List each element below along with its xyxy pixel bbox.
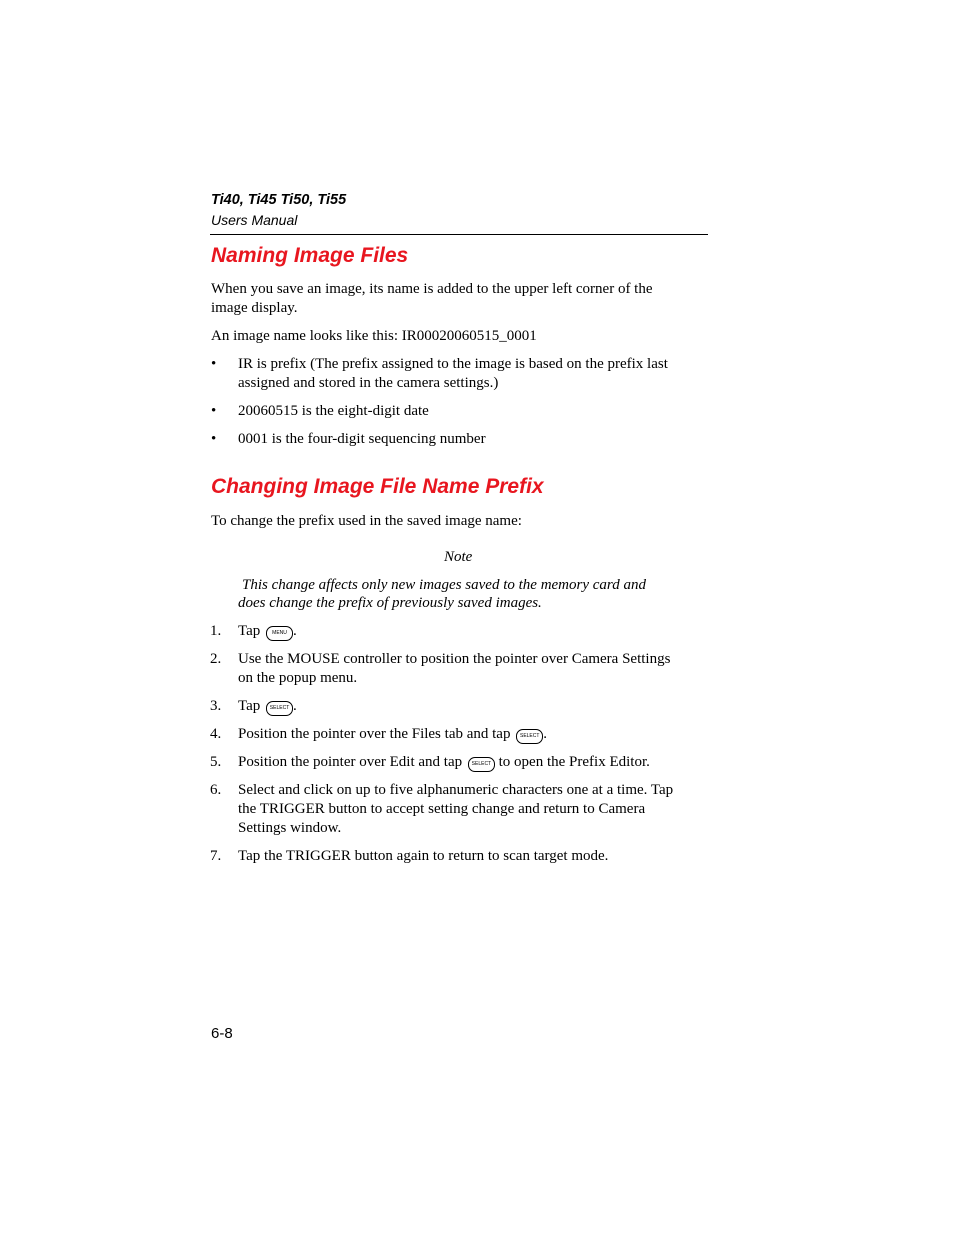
step-text (238, 697, 297, 716)
paragraph-line: When you save an image, its name is added to the upper left corner of the (211, 281, 653, 297)
step-text-part: to open the Prefix Editor. (498, 754, 650, 770)
step-text-part: . (293, 698, 297, 714)
bullet-text: IR is prefix (The prefix assigned to the image is based on the prefix last (238, 356, 668, 372)
step-text-part: . (543, 726, 547, 742)
bullet-symbol: • (211, 403, 217, 419)
step-text: on the popup menu. (238, 670, 358, 686)
step-text-part: Position the pointer over the Files tab and tap (238, 726, 511, 742)
bullet-text: 20060515 is the eight-digit date (238, 403, 429, 419)
select-button-icon: SELECT (468, 757, 495, 772)
note-text: This change affects only new images saved to the memory card and (242, 577, 646, 593)
step-text: Use the MOUSE controller to position the pointer over Camera Settings (238, 651, 671, 667)
select-button-icon: SELECT (516, 729, 543, 744)
section-title-changing-prefix: Changing Image File Name Prefix (211, 475, 544, 498)
step-text-part: Position the pointer over Edit and tap (238, 754, 463, 770)
step-text: Settings window. (238, 820, 342, 836)
paragraph-line: image display. (211, 300, 298, 316)
intro-paragraph: To change the prefix used in the saved image name: (211, 513, 522, 529)
header-divider (210, 234, 708, 235)
bullet-text: assigned and stored in the camera settings.) (238, 375, 499, 391)
step-text (238, 725, 547, 744)
manual-model-title: Ti40, Ti45 Ti50, Ti55 (211, 192, 347, 208)
bullet-symbol: • (211, 431, 217, 447)
manual-subtitle: Users Manual (211, 212, 298, 228)
page-number: 6-8 (211, 1025, 233, 1042)
step-number: 5. (210, 754, 222, 770)
note-text: does change the prefix of previously saved images. (238, 595, 542, 611)
bullet-symbol: • (211, 356, 217, 372)
step-text-part: Tap (238, 623, 261, 639)
step-number: 6. (210, 782, 222, 798)
section-title-naming: Naming Image Files (211, 244, 409, 267)
step-number: 3. (210, 698, 222, 714)
step-number: 2. (210, 651, 222, 667)
step-text-part: . (293, 623, 297, 639)
example-paragraph: An image name looks like this: IR00020060515_0001 (211, 328, 537, 344)
step-number: 1. (210, 623, 222, 639)
step-text: Tap the TRIGGER button again to return to scan target mode. (238, 848, 609, 864)
step-number: 4. (210, 726, 222, 742)
select-button-icon: SELECT (266, 701, 293, 716)
step-number: 7. (210, 848, 222, 864)
menu-button-icon: MENU (266, 626, 293, 641)
step-text (238, 753, 650, 772)
step-text (238, 622, 297, 641)
step-text-part: Tap (238, 698, 261, 714)
bullet-text: 0001 is the four-digit sequencing number (238, 431, 486, 447)
step-text: the TRIGGER button to accept setting change and return to Camera (238, 801, 646, 817)
step-text: Select and click on up to five alphanumeric characters one at a time. Tap (238, 782, 674, 798)
note-heading: Note (444, 549, 473, 565)
